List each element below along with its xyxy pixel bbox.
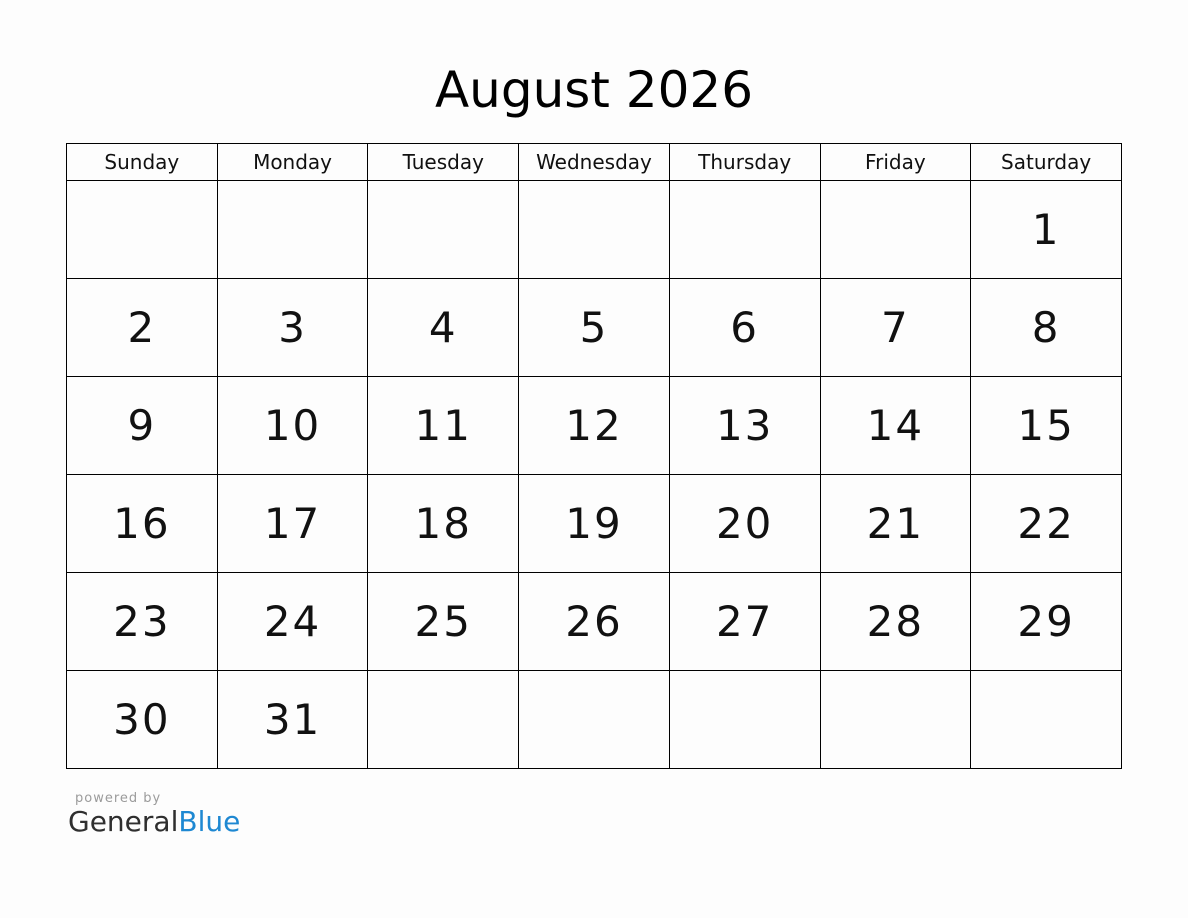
day-cell: 30 [67,671,218,769]
day-cell: 15 [971,377,1122,475]
day-cell [971,671,1122,769]
week-row-1 [67,181,1122,279]
day-cell: 22 [971,475,1122,573]
day-cell: 4 [368,279,519,377]
day-cell [519,671,670,769]
day-cell: 11 [368,377,519,475]
day-cell: 1 [971,181,1122,279]
day-cell: 10 [217,377,368,475]
day-cell [368,181,519,279]
powered-by-text: powered by [75,791,162,806]
weekday-header-friday: Friday [820,144,971,181]
page-title: August 2026 [434,61,754,119]
weekday-header-monday: Monday [217,144,368,181]
day-cell: 2 [67,279,218,377]
day-cell [368,671,519,769]
day-cell: 7 [820,279,971,377]
weekday-header-wednesday: Wednesday [519,144,670,181]
day-cell: 18 [368,475,519,573]
day-cell [217,181,368,279]
weekday-header-sunday: Sunday [67,144,218,181]
calendar-table [66,143,1122,769]
week-row-3 [67,377,1122,475]
weekday-header-saturday: Saturday [971,144,1122,181]
day-cell: 31 [217,671,368,769]
day-cell: 29 [971,573,1122,671]
day-cell [669,671,820,769]
day-cell: 28 [820,573,971,671]
week-row-6 [67,671,1122,769]
day-cell: 16 [67,475,218,573]
day-cell [820,181,971,279]
day-cell: 12 [519,377,670,475]
weekday-header-thursday: Thursday [669,144,820,181]
week-row-4 [67,475,1122,573]
day-cell: 13 [669,377,820,475]
week-row-2 [67,279,1122,377]
day-cell: 6 [669,279,820,377]
day-cell: 20 [669,475,820,573]
day-cell: 3 [217,279,368,377]
weekday-header-tuesday: Tuesday [368,144,519,181]
day-cell: 24 [217,573,368,671]
day-cell: 17 [217,475,368,573]
brand-logo-blue: Blue [178,805,241,838]
brand-logo [68,807,240,838]
day-cell: 9 [67,377,218,475]
day-cell [67,181,218,279]
calendar-header-row [67,144,1122,181]
day-cell: 25 [368,573,519,671]
day-cell [669,181,820,279]
day-cell: 23 [67,573,218,671]
day-cell: 14 [820,377,971,475]
day-cell: 8 [971,279,1122,377]
day-cell: 27 [669,573,820,671]
branding-footer [68,791,240,838]
day-cell: 5 [519,279,670,377]
day-cell: 19 [519,475,670,573]
week-row-5 [67,573,1122,671]
day-cell [820,671,971,769]
day-cell: 21 [820,475,971,573]
brand-logo-general: General [68,805,179,838]
day-cell [519,181,670,279]
day-cell: 26 [519,573,670,671]
